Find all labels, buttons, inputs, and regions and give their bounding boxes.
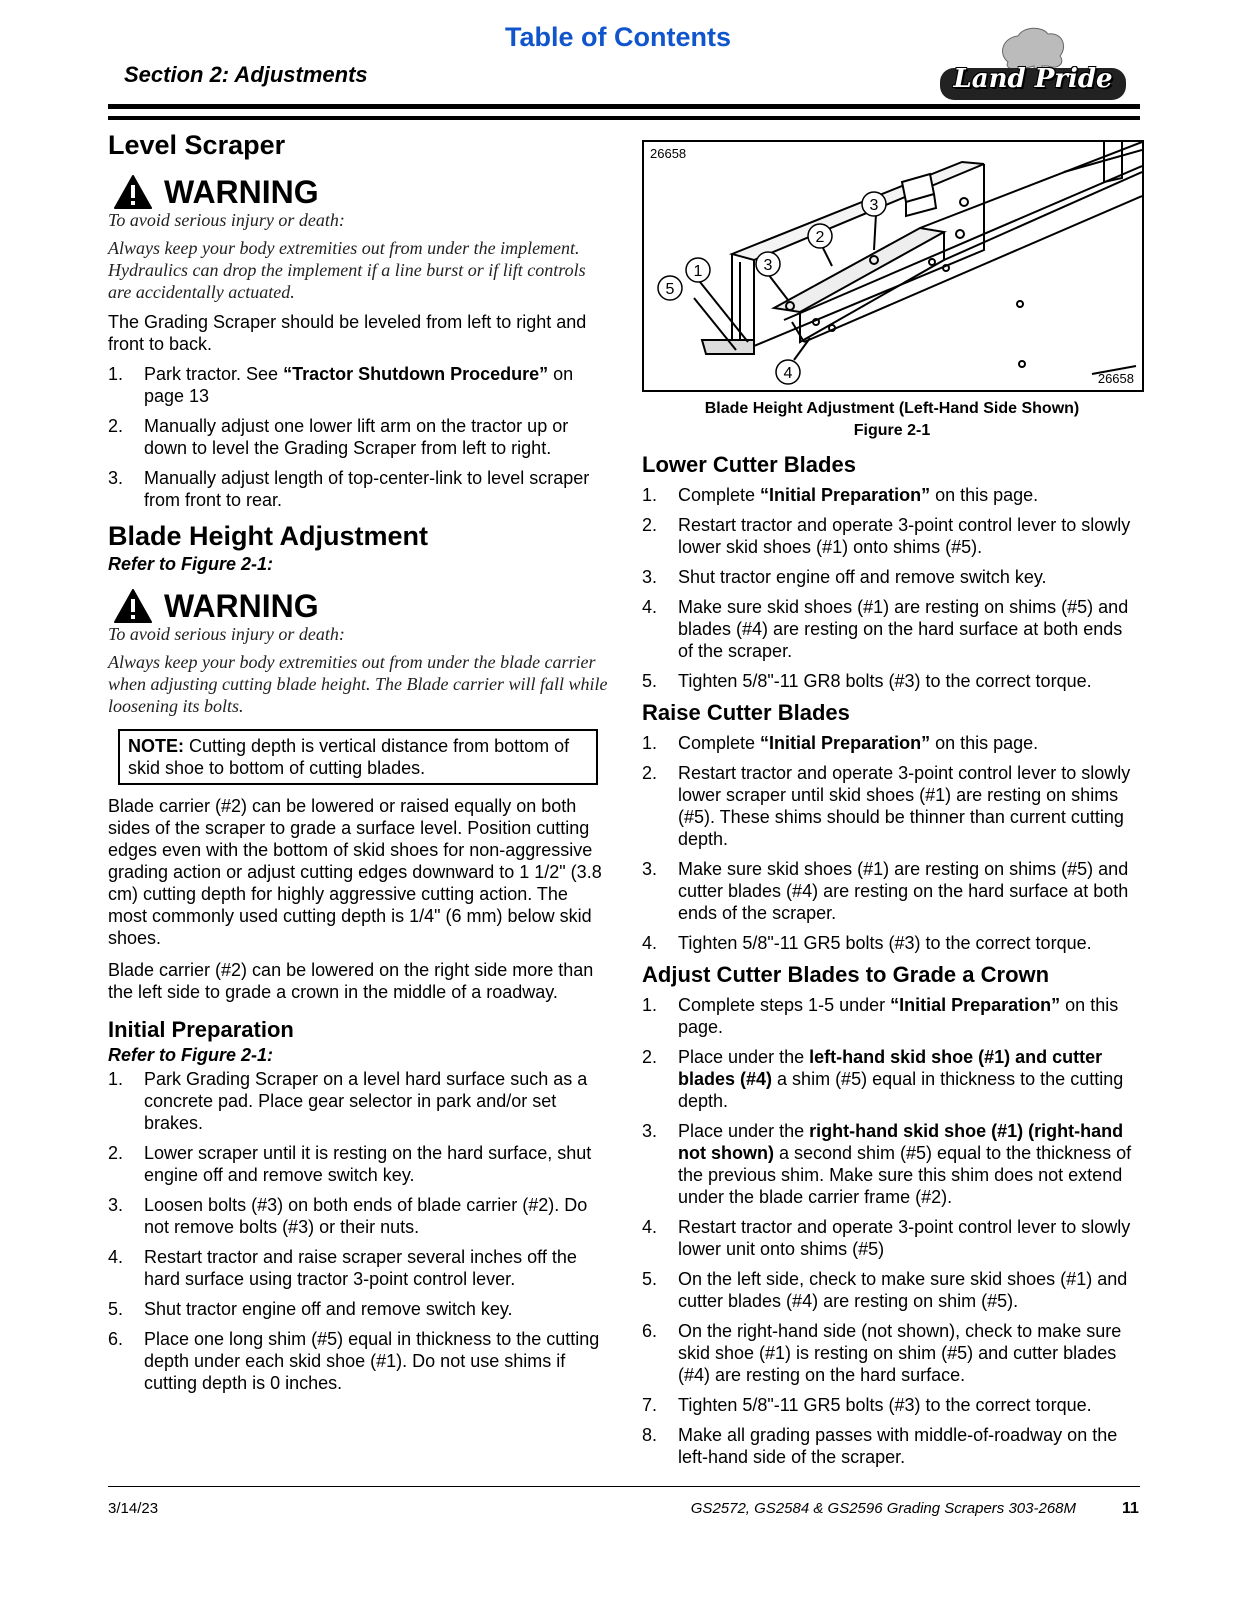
warning-header [108, 583, 608, 623]
header-rule-thin [108, 116, 1140, 120]
svg-text:2: 2 [815, 229, 825, 246]
raise-cutter-blades-heading: Raise Cutter Blades [642, 700, 850, 725]
warning-triangle-icon [114, 175, 152, 209]
level-intro: The Grading Scraper should be leveled from left to right and front to back. [108, 312, 587, 354]
warning-lead: To avoid serious injury or death: [108, 210, 345, 230]
list-item: 1. Complete steps 1-5 under “Initial Preparation” on this page. [642, 995, 1119, 1037]
raise-cutter-blades-section [642, 700, 1142, 954]
callout-1 [686, 258, 710, 282]
figure-label: Figure 2-1 [853, 422, 931, 439]
list-item: 5. Shut tractor engine off and remove switch key. [108, 1299, 513, 1319]
list-item: 3. Place under the right-hand skid shoe (#1) (right-hand not shown) a second shim (#5) equal to the thickness of the previous shim. Make sure this shim does not extend under the blade carrier frame (#2). [642, 1121, 1132, 1207]
figure-caption: Blade Height Adjustment (Left-Hand Side Shown) Figure 2-1 [642, 398, 1142, 442]
list-item: 3. Make sure skid shoes (#1) are resting on shims (#5) and cutter blades (#4) are resting on the hard surface at both ends of the scraper. [642, 859, 1129, 923]
table-of-contents-link[interactable]: Table of Contents [505, 22, 731, 52]
footer-document-title: GS2572, GS2584 & GS2596 Grading Scrapers 303-268M [690, 1500, 1076, 1517]
list-item: 2. Lower scraper until it is resting on the hard surface, shut engine off and remove switch key. [108, 1143, 592, 1185]
figure-reference: Refer to Figure 2-1: [108, 554, 274, 574]
right-column [642, 140, 1142, 1476]
callout-3 [756, 252, 780, 276]
figure-reference: Refer to Figure 2-1: [108, 1045, 274, 1065]
warning-word: WARNING [164, 588, 319, 624]
list-item: 1. Park Grading Scraper on a level hard surface such as a concrete pad. Place gear selector in park and/or set brakes. [108, 1069, 588, 1133]
list-item: 2. Restart tractor and operate 3-point control lever to slowly lower skid shoes (#1) onto shims (#5). [642, 515, 1131, 557]
callout-2 [808, 224, 832, 248]
note-text: Cutting depth is vertical distance from bottom of skid shoe to bottom of cutting blades. [128, 736, 570, 778]
initial-preparation-steps [108, 1068, 608, 1394]
list-item: 8. Make all grading passes with middle-of-roadway on the left-hand side of the scraper. [642, 1425, 1118, 1467]
lower-steps [642, 484, 1142, 692]
list-item: 4. Make sure skid shoes (#1) are resting on shims (#5) and blades (#4) are resting on the hard surface at both ends of the scraper. [642, 597, 1129, 661]
svg-text:4: 4 [783, 365, 793, 382]
level-scraper-section [108, 130, 608, 511]
list-item: 2. Restart tractor and operate 3-point control lever to slowly lower scraper until skid shoes (#1) are resting on shims (#5). These shims should be thinner than current cutting depth. [642, 763, 1131, 849]
lower-cutter-blades-heading: Lower Cutter Blades [642, 452, 856, 477]
list-item: 2. Manually adjust one lower lift arm on the tractor up or down to level the Grading Scraper from left to right. [108, 416, 569, 458]
header-rule-thick [108, 104, 1140, 109]
note-box [118, 729, 598, 785]
list-item: 3. Shut tractor engine off and remove switch key. [642, 567, 1047, 587]
blade-paragraph: Blade carrier (#2) can be lowered on the right side more than the left side to grade a crown in the middle of a roadway. [108, 960, 594, 1002]
level-scraper-heading: Level Scraper [108, 130, 286, 160]
initial-preparation-heading: Initial Preparation [108, 1017, 294, 1042]
cross-reference: “Initial Preparation” [760, 485, 931, 505]
callout-5 [658, 276, 682, 300]
raise-steps [642, 732, 1142, 954]
warning-body: Always keep your body extremities out from under the implement. Hydraulics can drop the implement if a line burst or if lift controls are accidentally actuated. [108, 238, 586, 302]
blade-paragraph: Blade carrier (#2) can be lowered or raised equally on both sides of the scraper to grade a surface level. Position cutting edges even with the bottom of skid shoes for non-aggressive grading action or adjust cutting edges downward to 1 1/2" (3.8 cm) cutting depth for highly aggressive cutting action. The most commonly used cutting depth is 1/4" (6 mm) below skid shoes. [108, 796, 602, 948]
svg-text:5: 5 [665, 281, 675, 298]
warning-word: WARNING [164, 174, 319, 210]
list-item: 1. Complete “Initial Preparation” on this page. [642, 733, 1039, 753]
list-item: 1. Complete “Initial Preparation” on this page. [642, 485, 1039, 505]
list-item: 4. Restart tractor and raise scraper several inches off the hard surface using tractor 3-point control lever. [108, 1247, 577, 1289]
cross-reference: “Initial Preparation” [760, 733, 931, 753]
grade-crown-section [642, 962, 1142, 1468]
initial-preparation-section [108, 1017, 608, 1394]
list-item: 6. Place one long shim (#5) equal in thickness to the cutting depth under each skid shoe (#1). Do not use shims if cutting depth is 0 inches. [108, 1329, 600, 1393]
left-column [108, 130, 608, 1402]
callout-4 [776, 360, 800, 384]
callout-3 [862, 192, 886, 216]
svg-text:3: 3 [763, 257, 773, 274]
page-number: 11 [1122, 1500, 1139, 1517]
warning-lead: To avoid serious injury or death: [108, 624, 345, 644]
list-item: 5. Tighten 5/8"-11 GR8 bolts (#3) to the correct torque. [642, 671, 1092, 691]
list-item: 5. On the left side, check to make sure skid shoes (#1) and cutter blades (#4) are resting on shim (#5). [642, 1269, 1128, 1311]
list-item: 2. Place under the left-hand skid shoe (#1) and cutter blades (#4) a shim (#5) equal in thickness to the cutting depth. [642, 1047, 1124, 1111]
lower-cutter-blades-section [642, 452, 1142, 692]
logo-text: Land Pride [953, 64, 1113, 94]
list-item: 1. Park tractor. See “Tractor Shutdown Procedure” on page 13 [108, 364, 574, 406]
figure-id: 26658 [650, 146, 687, 161]
footer-rule [108, 1486, 1140, 1487]
svg-text:3: 3 [869, 197, 879, 214]
list-item: 4. Restart tractor and operate 3-point control lever to slowly lower unit onto shims (#5) [642, 1217, 1131, 1259]
list-item: 4. Tighten 5/8"-11 GR5 bolts (#3) to the correct torque. [642, 933, 1092, 953]
warning-triangle-icon [114, 589, 152, 623]
list-item: 6. On the right-hand side (not shown), check to make sure skid shoe (#1) is resting on shim (#5) and cutter blades (#4) are resting on the hard surface. [642, 1321, 1122, 1385]
crown-steps [642, 994, 1142, 1468]
grade-crown-heading: Adjust Cutter Blades to Grade a Crown [642, 962, 1050, 987]
figure-id: 26658 [1097, 371, 1134, 386]
warning-header [108, 169, 608, 209]
footer-date: 3/14/23 [108, 1500, 159, 1517]
figure-2-1 [642, 140, 1144, 392]
list-item: 3. Loosen bolts (#3) on both ends of blade carrier (#2). Do not remove bolts (#3) or their nuts. [108, 1195, 588, 1237]
cross-reference: “Tractor Shutdown Procedure” [283, 364, 549, 384]
land-pride-logo [938, 24, 1128, 104]
section-title: Section 2: Adjustments [124, 62, 368, 87]
level-steps [108, 363, 608, 511]
cross-reference: “Initial Preparation” [890, 995, 1061, 1015]
list-item: 7. Tighten 5/8"-11 GR5 bolts (#3) to the correct torque. [642, 1395, 1092, 1415]
list-item: 3. Manually adjust length of top-center-link to level scraper from front to rear. [108, 468, 590, 510]
blade-height-section [108, 521, 608, 1003]
warning-body: Always keep your body extremities out from under the blade carrier when adjusting cutting blade height. The Blade carrier will fall while loosening its bolts. [108, 652, 608, 716]
blade-height-illustration [644, 142, 1142, 390]
blade-height-heading: Blade Height Adjustment [108, 521, 429, 551]
note-label: NOTE: [128, 736, 184, 756]
svg-text:1: 1 [693, 263, 703, 280]
